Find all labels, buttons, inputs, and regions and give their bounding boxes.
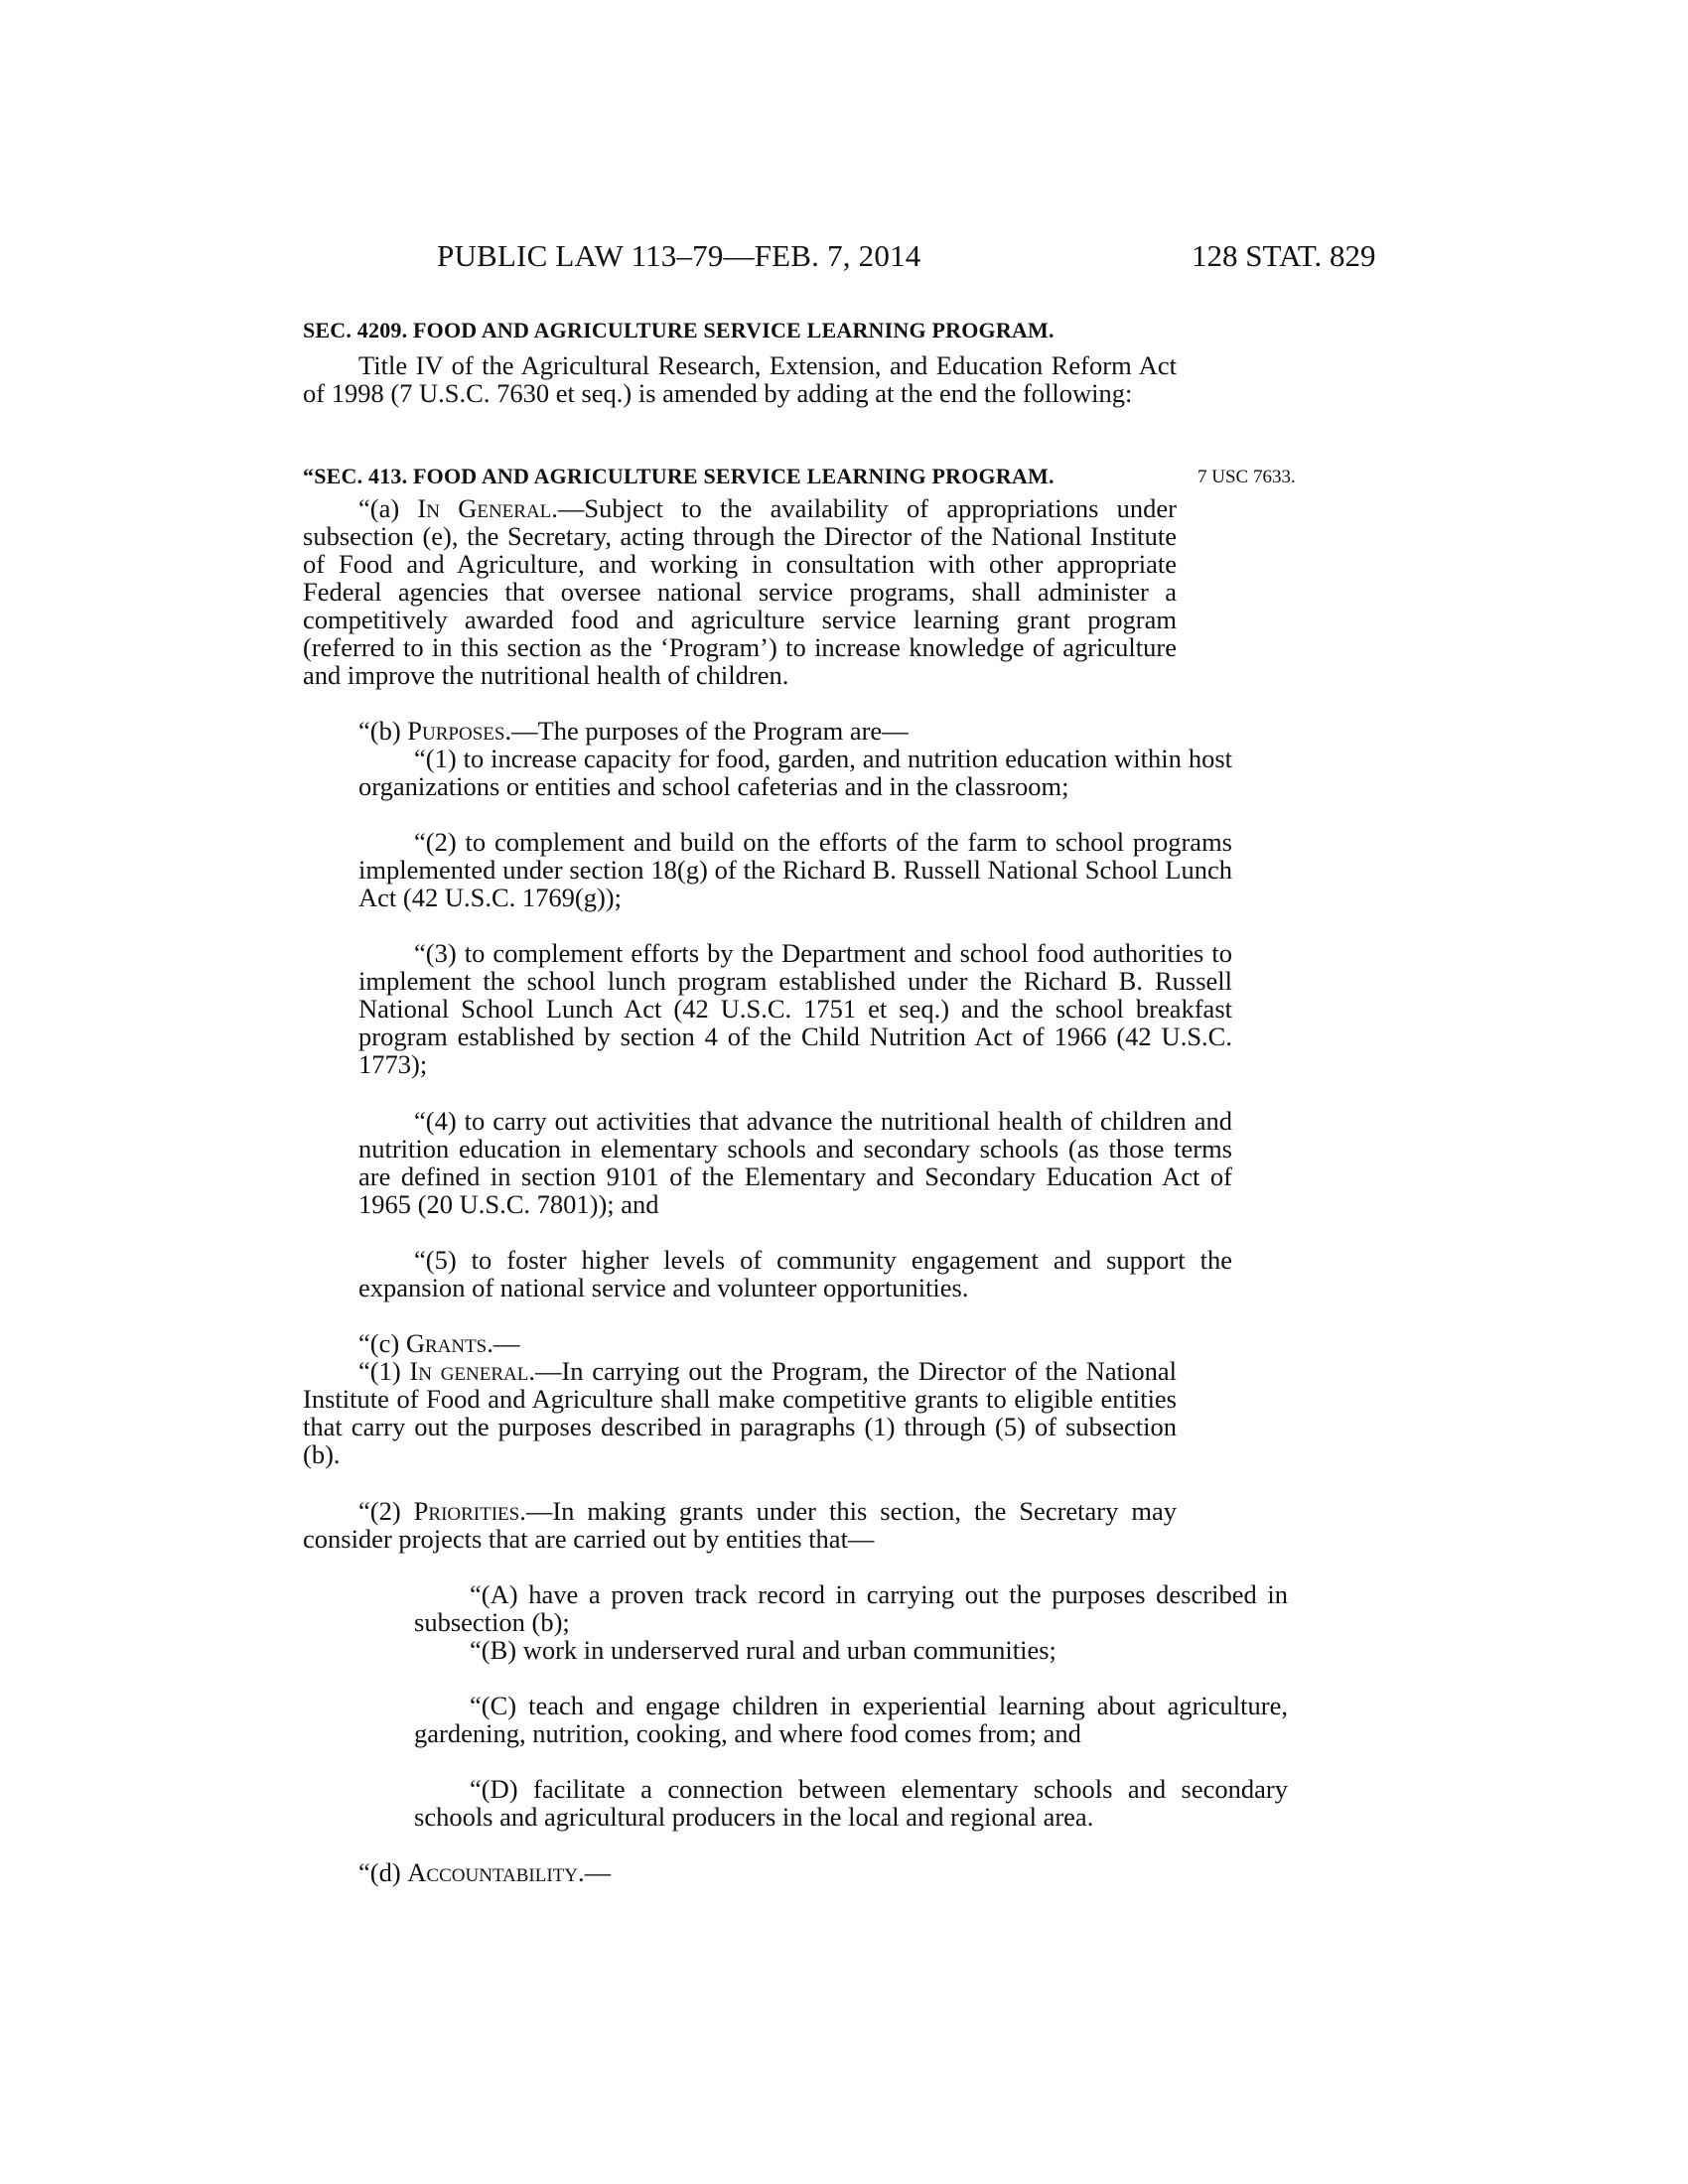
subsection-d-prefix: “(d) [358,1857,408,1887]
sec-413-heading: “SEC. 413. FOOD AND AGRICULTURE SERVICE LEARNING PROGRAM. [303,464,1055,488]
subsection-d [303,1858,1177,1886]
grants-p1-prefix: “(1) [358,1356,410,1386]
subsection-b-heading: Purposes [407,716,505,746]
grants-paragraph-2 [303,1497,1177,1553]
header-title: PUBLIC LAW 113–79—FEB. 7, 2014 [437,238,921,273]
grants-p1-text: .—In carrying out the Program, the Director of the National Institute of Food and Agriculture shall make competitive grants to eligible entities that carry out the purposes described in paragraphs (1) through (5) of subsection (b). [303,1356,1178,1469]
subsection-b-prefix: “(b) [358,716,408,746]
sec-4209-heading: SEC. 4209. FOOD AND AGRICULTURE SERVICE LEARNING PROGRAM. [303,318,1055,342]
grants-p2-heading: Priorities [413,1496,520,1526]
grants-paragraph-1 [303,1357,1177,1468]
subsection-c-prefix: “(c) [358,1328,406,1358]
subsection-b [303,717,1177,745]
sec-4209-intro: Title IV of the Agricultural Research, Extension, and Education Reform Act of 1998 (7 U.S.C. 7630 et seq.) is amended by adding at the end the following: [303,350,1177,408]
purpose-item-1: “(1) to increase capacity for food, garden, and nutrition education within host organizations or entities and school cafeterias and in the classroom; [358,744,1232,801]
subsection-b-text: .—The purposes of the Program are— [504,716,909,746]
subsection-a-text: .—Subject to the availability of appropriations under subsection (e), the Secretary, acting through the Director of the National Institute of Food and Agriculture, and working in consultation with other appropriate Federal agencies that oversee national service programs, shall administer a competitively awarded food and agriculture service learning grant program (referred to in this section as the ‘Program’) to increase knowledge of agriculture and improve the nutritional health of children. [303,493,1177,690]
purpose-item-5: “(5) to foster higher levels of community engagement and support the expansion of national service and volunteer opportunities. [358,1245,1232,1302]
subsection-a-heading: In General [417,493,552,523]
grants-p2-text: .—In making grants under this section, the Secretary may consider projects that are carried out by entities that— [303,1496,1177,1554]
purpose-item-2: “(2) to complement and build on the efforts of the farm to school programs implemented under section 18(g) of the Richard B. Russell National School Lunch Act (42 U.S.C. 1769(g)); [358,827,1232,912]
page-header [0,238,1688,278]
priority-item-a: “(A) have a proven track record in carrying out the purposes described in subsection (b); [414,1579,1288,1637]
statute-page-number: 128 STAT. 829 [1192,238,1376,273]
subsection-a [303,494,1177,689]
subsection-c-text: .— [487,1328,520,1358]
priority-item-c: “(C) teach and engage children in experiential learning about agriculture, gardening, nutrition, cooking, and where food comes from; and [414,1691,1288,1748]
subsection-d-text: .— [578,1857,612,1887]
subsection-a-prefix: “(a) [358,493,418,523]
purpose-item-3: “(3) to complement efforts by the Department and school food authorities to implement the school lunch program established under the Richard B. Russell National School Lunch Act (42 U.S.C. 1751 et seq.) and the school breakfast program established by section 4 of the Child Nutrition Act of 1966 (42 U.S.C. 1773); [358,938,1232,1079]
usc-margin-note: 7 USC 7633. [1197,467,1296,487]
subsection-c-heading: Grants [405,1328,488,1358]
subsection-d-heading: Accountability [407,1857,579,1887]
grants-p2-prefix: “(2) [358,1496,414,1526]
priority-item-d: “(D) facilitate a connection between elementary schools and secondary schools and agricultural producers in the local and regional area. [414,1774,1288,1832]
priority-item-b: “(B) work in underserved rural and urban communities; [470,1635,1056,1665]
subsection-c [303,1329,1177,1357]
grants-p1-heading: In general [409,1356,529,1386]
purpose-item-4: “(4) to carry out activities that advance the nutritional health of children and nutrition education in elementary schools and secondary schools (as those terms are defined in section 9101 of the Elementary and Secondary Education Act of 1965 (20 U.S.C. 7801)); and [358,1106,1232,1219]
